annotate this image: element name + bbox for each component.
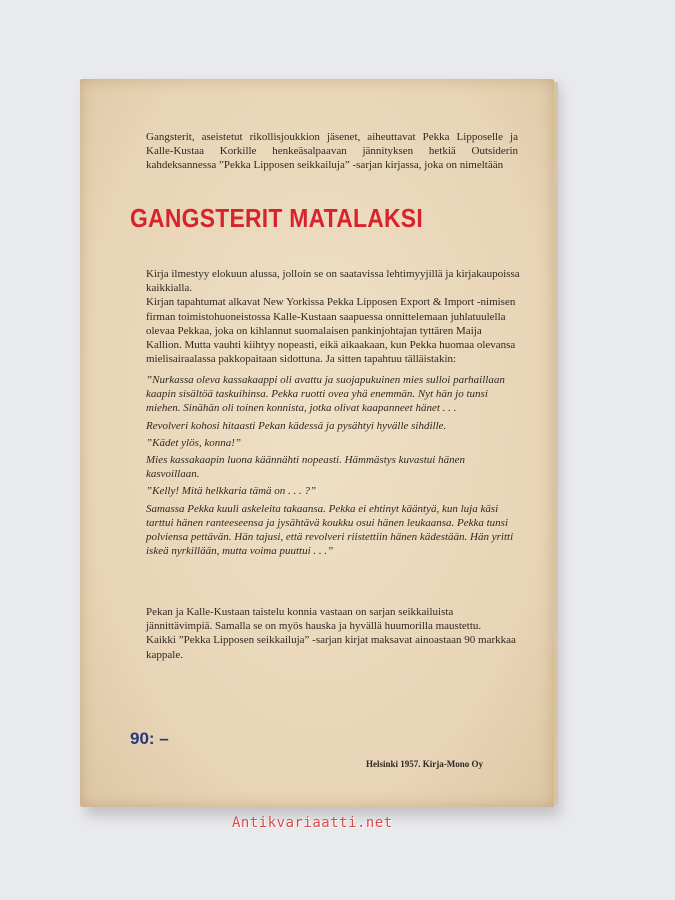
- series-praise-text: Pekan ja Kalle-Kustaan taistelu konnia vastaan on sarjan seikkailuista jännittävimpiä. Samalla se on myös hauska ja hyvällä huumorilla maustettu.: [146, 606, 482, 633]
- closing-paragraph: [146, 605, 520, 662]
- price-label: 90: –: [130, 729, 169, 748]
- quote-paragraph: ”Kädet ylös, konna!”: [146, 436, 242, 449]
- quote-paragraph: Revolveri kohosi hitaasti Pekan kädessä ja pysähtyi hyvälle sihdille.: [146, 419, 447, 432]
- price-info-text: Kaikki ”Pekka Lipposen seikkailuja” -sarjan kirjat maksavat ainoastaan 90 markkaa kappale.: [146, 634, 516, 661]
- release-text: Kirja ilmestyy elokuun alussa, jolloin se on saatavissa lehtimyyjillä ja kirjakaupoissa kaikkialla.: [146, 268, 520, 295]
- quote-paragraph: ”Nurkassa oleva kassakaappi oli avattu ja suojapukuinen mies sulloi parhaillaan kaapin sisältöä taskuihinsa. Pekka ruotti ovea yhä enemmän. Nyt hän jo tunsi miehen. Sinähän oli toinen konnista, jotka olivat kaapanneet hänet . . .: [146, 374, 505, 415]
- excerpt-quote: [146, 373, 520, 561]
- book-back-cover: [80, 79, 554, 807]
- intro-paragraph: Gangsterit, aseistetut rikollisjoukkion jäsenet, aiheuttavat Pekka Lipposelle ja Kalle-Kustaa Korkille henkeäsalpaavan jännityksen hetkiä Outsiderin kahdeksannessa ”Pekka Lipposen seikkailuja” -sarjan kirjassa, joka on nimeltään: [146, 131, 518, 172]
- quote-paragraph: Samassa Pekka kuuli askeleita takaansa. Pekka ei ehtinyt kääntyä, kun luja käsi tarttui hänen ranteeseensa ja jysähtävä koukku osui hänen leukaansa. Pekka tunsi polviensa pettävän. Hän tajusi, että revolveri riistettiin hänen kädestään. Hän yritti iskeä nyrkillään, mutta voima puuttui . . .”: [146, 502, 514, 558]
- description-paragraph: [146, 267, 520, 366]
- book-spine-edge: [554, 82, 558, 804]
- publisher-imprint: Helsinki 1957. Kirja-Mono Oy: [366, 759, 483, 769]
- quote-paragraph: Mies kassakaapin luona käännähti nopeasti. Hämmästys kuvastui hänen kasvoillaan.: [146, 454, 465, 481]
- plot-text: Kirjan tapahtumat alkavat New Yorkissa Pekka Lipposen Export & Import -nimisen firman toimistohuoneistossa Kalle-Kustaan saapuessa onnittelemaan juhlatuulella olevaa Pekkaa, joka on kihlannut suomalaisen pankinjohtajan tyttären Maija Kallion. Mutta vauhti kiihtyy nopeasti, eikä aikaakaan, kun Pekka huomaa olevansa mielisairaalassa pakkopaitaan sidottuna. Ja sitten tapahtuu tälläistakin:: [146, 296, 516, 366]
- quote-paragraph: ”Kelly! Mitä helkkaria tämä on . . . ?”: [146, 485, 317, 498]
- watermark-text: Antikvariaatti.net: [232, 815, 393, 831]
- book-title: GANGSTERIT MATALAKSI: [130, 203, 423, 233]
